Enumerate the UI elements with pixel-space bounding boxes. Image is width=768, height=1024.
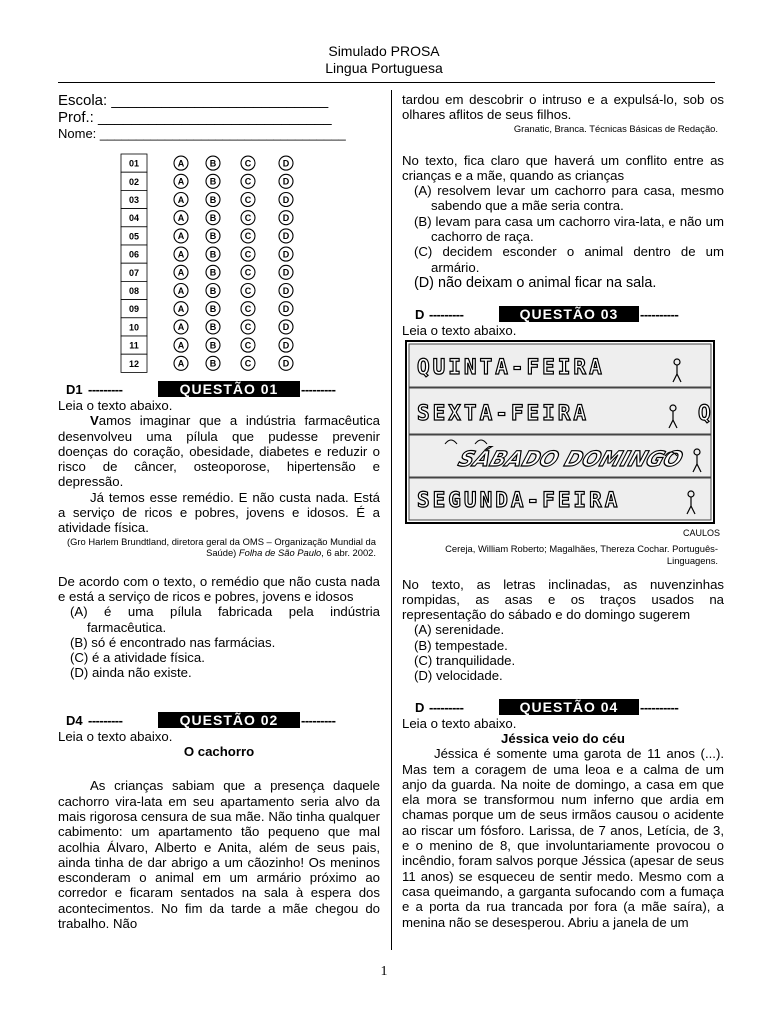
question-01-code: D1 — [66, 382, 83, 397]
question-04-dashes-left: --------- — [429, 699, 464, 715]
answer-bubble-letter: C — [244, 249, 252, 260]
answer-bubble-letter: B — [209, 267, 217, 278]
answer-bubble-letter: B — [209, 285, 217, 296]
question-02-option-a[interactable]: (A) resolvem levar um cachorro para casa, mesmo sabendo que a mãe seria contra. — [414, 183, 724, 214]
question-02-code: D4 — [66, 712, 83, 728]
answer-row — [121, 281, 293, 299]
question-03-header — [402, 305, 724, 323]
answer-bubble-letter: B — [209, 176, 217, 187]
answer-row — [121, 245, 293, 263]
question-03-dashes-left: --------- — [429, 306, 464, 322]
answer-row — [121, 209, 293, 227]
answer-bubble-letter: B — [209, 158, 217, 169]
question-02-continuation: tardou em descobrir o intruso e a expulsá-lo, sob os olhares aflitos de seus filhos. — [402, 92, 724, 123]
answer-number: 08 — [128, 286, 140, 296]
question-01-dashes-left: --------- — [88, 382, 123, 397]
question-01-paragraph-1 — [58, 413, 380, 489]
question-04-text-title: Jéssica veio do céu — [501, 730, 625, 746]
question-03-code: D — [415, 306, 425, 322]
answer-bubble-letter: B — [209, 249, 217, 260]
answer-bubble-letter: D — [282, 213, 290, 223]
answer-number: 02 — [128, 176, 140, 187]
answer-row — [121, 354, 293, 372]
question-03-citation: Cereja, William Roberto; Magalhães, Thereza Cochar. Português- Linguagens. — [445, 542, 718, 566]
question-02-option-c[interactable]: (C) decidem esconder o animal dentro de um armário. — [414, 244, 724, 275]
question-04-header — [402, 698, 724, 716]
answer-row — [121, 172, 293, 190]
answer-bubble-letter: B — [209, 194, 217, 205]
answer-number: 01 — [128, 158, 140, 169]
question-01-option-b[interactable]: (B) só é encontrado nas farmácias. — [70, 634, 276, 650]
answer-bubble-letter: D — [282, 176, 290, 187]
answer-bubble-letter: D — [282, 304, 290, 314]
question-03-option-a[interactable]: (A) serenidade. — [414, 622, 505, 638]
answer-bubble-letter: A — [177, 285, 185, 296]
answer-bubble-letter: B — [209, 340, 217, 351]
answer-bubble-letter: B — [209, 231, 217, 242]
answer-bubble-letter: A — [177, 340, 185, 351]
question-03-intro: Leia o texto abaixo. — [402, 322, 517, 338]
question-03-option-c[interactable]: (C) tranquilidade. — [414, 653, 516, 669]
cartoon-text-thursday: QUINTA-FEIRA — [417, 355, 605, 380]
answer-bubble-letter: C — [244, 267, 252, 278]
question-01-intro: Leia o texto abaixo. — [58, 398, 173, 413]
cartoon-text-monday: SEGUNDA-FEIRA — [417, 488, 621, 513]
question-04-label: QUESTÃO 04 — [499, 699, 639, 715]
answer-bubble-letter: A — [177, 176, 185, 187]
citation-date: , 6 abr. 2002. — [321, 547, 376, 559]
days-of-week-cartoon — [405, 340, 715, 524]
question-01-option-d[interactable]: (D) ainda não existe. — [70, 665, 192, 681]
answer-bubble-letter: D — [282, 249, 290, 260]
question-02-intro: Leia o texto abaixo. — [58, 728, 173, 744]
answer-bubble-letter: D — [282, 340, 290, 351]
document-title: Simulado PROSA — [328, 43, 440, 59]
page-number: 1 — [380, 964, 388, 979]
right-column — [402, 92, 724, 930]
question-02-paragraph: As crianças sabiam que a presença daquele cachorro vira-lata em seu apartamento seria alvo da mais rigorosa censura de sua mãe. Não tinha qualquer cabimento: um apartamento tão pequeno que mal acolhia Álvaro, Alberto e Anita, além de seus pais, ainda tinha de dar abrigo a um cãozinho! Os meninos esconderam o animal em um armário próximo ao corredor e ficaram sentados na sala à espera dos acontecimentos. No fim da tarde a mãe chegou do trabalho. Não — [58, 778, 380, 932]
teacher-field[interactable]: Prof.: ____________________________ — [58, 109, 332, 126]
answer-number: 06 — [128, 249, 140, 260]
answer-number: 12 — [128, 358, 140, 369]
question-04-paragraph: Jéssica é somente uma garota de 11 anos (...). Mas tem a coragem de uma leoa e a calma de um anjo da guarda. Na noite de domingo, a casa em que ela mora se transformou num inferno que ardia em chamas porque um de seus irmãos causou o acidente ao riscar um fósforo. Larissa, de 7 anos, Letícia, de 3, e o menino de 8, que involuntariamente provocou o incêndio, foram salvos porque Jéssica (apesar de seus 11 anos) se esqueceu de sentir medo. Mesmo com a casa queimando, a garganta sufocando com a fumaça e a porta da rua trancada por fora (a mãe saíra), a menina não se desesperou. Abriu a janela de um — [402, 746, 724, 930]
answer-bubble-letter: D — [282, 285, 290, 296]
answer-row — [121, 318, 293, 336]
answer-row — [121, 263, 293, 281]
answer-bubble-letter: B — [209, 304, 217, 314]
question-02-text-title: O cachorro — [183, 744, 255, 760]
answer-bubble-letter: C — [244, 340, 252, 351]
question-02-header — [58, 711, 380, 729]
question-04-intro: Leia o texto abaixo. — [402, 715, 517, 731]
answer-bubble-letter: A — [177, 194, 185, 205]
document-subtitle: Lingua Portuguesa — [325, 60, 443, 76]
citation-publication: Folha de São Paulo — [238, 547, 322, 559]
question-01-label: QUESTÃO 01 — [158, 381, 300, 397]
question-01-prompt: De acordo com o texto, o remédio que não custa nada e está a serviço de ricos e pobres, jovens e idosos — [58, 573, 380, 604]
question-01-option-a[interactable]: (A) é uma pílula fabricada pela indústria farmacêutica. — [70, 604, 380, 635]
answer-bubble-letter: C — [244, 176, 252, 187]
school-field[interactable]: Escola: __________________________ — [58, 92, 329, 109]
cartoon-text-friday: SEXTA-FEIRA — [417, 401, 590, 426]
question-02-dashes-right: --------- — [301, 712, 336, 728]
question-03-option-d[interactable]: (D) velocidade. — [414, 668, 503, 684]
answer-number: 09 — [128, 304, 140, 315]
answer-number: 05 — [128, 231, 140, 242]
answer-bubble-letter: A — [177, 213, 185, 223]
header-rule — [58, 82, 715, 83]
answer-bubble-letter: B — [209, 358, 217, 369]
answer-bubble-letter: D — [282, 194, 290, 205]
answer-number: 11 — [129, 340, 139, 351]
question-02-label: QUESTÃO 02 — [158, 712, 300, 728]
answer-bubble-letter: C — [244, 358, 252, 369]
answer-bubble-letter: C — [244, 304, 252, 314]
question-02-option-d[interactable]: (D) não deixam o animal ficar na sala. — [414, 274, 657, 291]
answer-bubble-letter: B — [209, 322, 217, 333]
answer-bubble-letter: A — [177, 249, 185, 260]
answer-bubble-letter: A — [177, 322, 185, 333]
question-01-citation — [58, 536, 376, 559]
answer-bubble-letter: B — [209, 213, 217, 223]
question-01-option-c[interactable]: (C) é a atividade física. — [70, 650, 205, 666]
question-02-prompt: No texto, fica claro que haverá um conflito entre as crianças e a mãe, quando as crianças — [402, 152, 724, 183]
question-02-citation: Granatic, Branca. Técnicas Básicas de Redação. — [513, 122, 718, 134]
answer-number: 10 — [128, 322, 140, 333]
question-02-dashes-left: --------- — [88, 712, 123, 728]
question-02-option-b[interactable]: (B) levam para casa um cachorro vira-lata, e não um cachorro de raça. — [414, 213, 724, 245]
question-01-header — [58, 380, 380, 398]
answer-bubble-letter: C — [244, 322, 252, 333]
answer-row — [121, 227, 293, 245]
answer-bubble-letter: A — [177, 231, 185, 242]
answer-number: 04 — [128, 213, 140, 224]
question-01-drop-letter: V — [90, 413, 99, 429]
answer-bubble-letter: D — [282, 231, 290, 242]
answer-bubble-letter: C — [244, 158, 252, 169]
answer-row — [121, 300, 293, 318]
question-04-code: D — [415, 699, 425, 715]
answer-row — [121, 336, 293, 354]
cartoon-letter-q: Q — [698, 401, 711, 426]
cartoon-credit: CAULOS — [682, 527, 720, 538]
question-01-paragraph-1-text: amos imaginar que a indústria farmacêutica desenvolveu uma pílula que pudesse prevenir doenças do coração, obesidade, diabetes e reduzir o risco de câncer, osteoporose, hipertensão e depressão. — [58, 413, 380, 490]
answer-bubble-letter: A — [177, 304, 185, 314]
answer-bubble-letter: A — [177, 158, 185, 169]
answer-bubble-letter: A — [177, 358, 185, 369]
answer-row — [121, 154, 293, 172]
citation-author: (Gro Harlem Brundtland, diretora geral da OMS – Organização Mundial da Saúde) — [66, 535, 376, 559]
question-03-dashes-right: ---------- — [640, 306, 679, 322]
answer-sheet — [119, 152, 305, 376]
answer-bubble-letter: D — [282, 267, 290, 278]
column-divider — [391, 90, 392, 950]
answer-bubble-letter: A — [177, 267, 185, 278]
question-03-prompt: No texto, as letras inclinadas, as nuvenzinhas rompidas, as asas e os traços usados na representação do sábado e do domingo sugerem — [402, 576, 724, 623]
question-04-dashes-right: ---------- — [640, 699, 679, 715]
question-01-paragraph-2: Já temos esse remédio. E não custa nada. Está a serviço de ricos e pobres, jovens e idosos. É a atividade física. — [58, 489, 380, 536]
answer-bubble-letter: D — [282, 158, 290, 169]
answer-number: 03 — [128, 195, 140, 205]
answer-number: 07 — [128, 267, 140, 278]
answer-bubble-letter: D — [282, 322, 290, 333]
answer-bubble-letter: D — [282, 358, 290, 369]
question-03-option-b[interactable]: (B) tempestade. — [414, 637, 508, 653]
answer-bubble-letter: C — [244, 194, 252, 205]
answer-bubble-letter: C — [244, 213, 252, 223]
answer-row — [121, 190, 293, 208]
question-01-dashes-right: --------- — [301, 382, 336, 397]
name-field[interactable]: Nome: __________________________________ — [58, 126, 346, 141]
answer-bubble-letter: C — [244, 285, 252, 296]
answer-bubble-letter: C — [244, 231, 252, 242]
question-03-label: QUESTÃO 03 — [499, 306, 639, 322]
cartoon-text-weekend: SÁBADO DOMINGO — [455, 447, 686, 473]
